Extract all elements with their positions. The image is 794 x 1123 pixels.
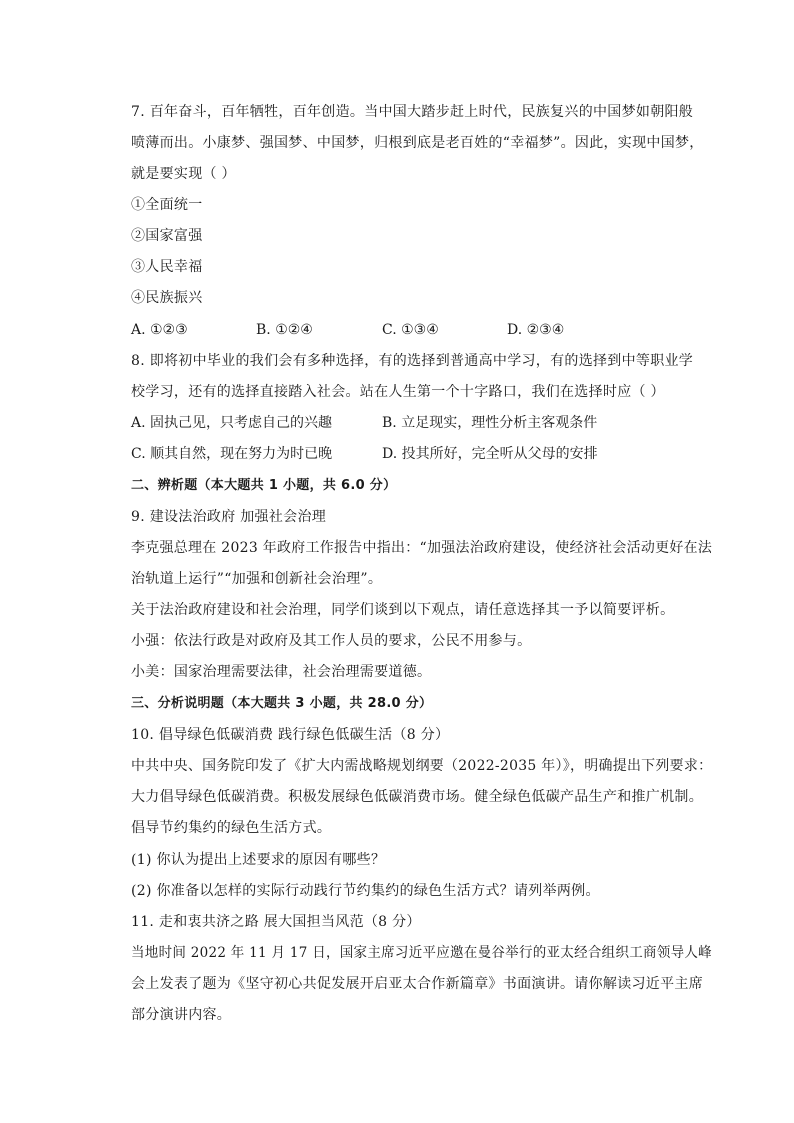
q7-item-1: ①全面统一 <box>131 197 203 213</box>
q11-line3: 部分演讲内容。 <box>131 1007 232 1023</box>
q7-stem-line2: 喷薄而出。小康梦、强国梦、中国梦，归根到底是老百姓的“幸福梦”。因此，实现中国梦， <box>131 135 704 151</box>
q7-item-4: ④民族振兴 <box>131 290 203 306</box>
q11-line1: 当地时间 2022 年 11 月 17 日，国家主席习近平应邀在曼谷举行的亚太经合组织工商领导人峰 <box>131 945 712 961</box>
q8-stem-line2: 校学习，还有的选择直接踏入社会。站在人生第一个十字路口，我们在选择时应（ ） <box>131 384 665 400</box>
q7-option-d: D. ②③④ <box>507 322 565 338</box>
q8-option-b: B. 立足现实，理性分析主客观条件 <box>382 415 598 431</box>
q8-stem-line1: 8. 即将初中毕业的我们会有多种选择，有的选择到普通高中学习，有的选择到中等职业学 <box>131 353 694 369</box>
q10-line2: 大力倡导绿色低碳消费。积极发展绿色低碳消费市场。健全绿色低碳产品生产和推广机制。 <box>131 789 703 805</box>
q11-title: 11. 走和衷共济之路 展大国担当风范（8 分） <box>131 914 421 930</box>
q10-subquestion-1: (1) 你认为提出上述要求的原因有哪些？ <box>131 852 386 868</box>
section-heading-2: 二、辨析题（本大题共 1 小题，共 6.0 分） <box>131 478 397 493</box>
q7-option-c: C. ①③④ <box>382 322 439 338</box>
q9-line4: 小强：依法行政是对政府及其工作人员的要求，公民不用参与。 <box>131 633 532 649</box>
q10-subquestion-2: (2) 你准备以怎样的实际行动践行节约集约的绿色生活方式？请列举两例。 <box>131 883 600 899</box>
q9-title: 9. 建设法治政府 加强社会治理 <box>131 509 327 525</box>
q9-line5: 小美：国家治理需要法律，社会治理需要道德。 <box>131 664 432 680</box>
q7-item-3: ③人民幸福 <box>131 259 203 275</box>
q7-item-2: ②国家富强 <box>131 228 203 244</box>
q11-line2: 会上发表了题为《坚守初心共促发展开启亚太合作新篇章》书面演讲。请你解读习近平主席 <box>131 976 703 992</box>
q10-line1: 中共中央、国务院印发了《扩大内需战略规划纲要（2022-2035 年）》，明确提出下列要求： <box>131 758 713 774</box>
q7-stem-line3: 就是要实现（ ） <box>131 166 236 182</box>
q9-line2: 治轨道上运行”“加强和创新社会治理”。 <box>131 571 383 587</box>
q10-line3: 倡导节约集约的绿色生活方式。 <box>131 820 332 836</box>
q7-option-b: B. ①②④ <box>256 322 313 338</box>
q9-line1: 李克强总理在 2023 年政府工作报告中指出：“加强法治政府建设，使经济社会活动更好在法 <box>131 540 713 556</box>
q9-line3: 关于法治政府建设和社会治理，同学们谈到以下观点，请任意选择其一予以简要评析。 <box>131 602 675 618</box>
q8-option-d: D. 投其所好，完全听从父母的安排 <box>382 446 598 462</box>
q7-stem-line1: 7. 百年奋斗，百年牺牲，百年创造。当中国大踏步赶上时代，民族复兴的中国梦如朝阳般 <box>131 104 694 120</box>
q8-option-c: C. 顺其自然，现在努力为时已晚 <box>131 446 333 462</box>
section-heading-3: 三、分析说明题（本大题共 3 小题，共 28.0 分） <box>131 696 433 711</box>
q7-option-a: A. ①②③ <box>131 322 188 338</box>
q10-title: 10. 倡导绿色低碳消费 践行绿色低碳生活（8 分） <box>131 727 450 743</box>
q8-option-a: A. 固执己见，只考虑自己的兴趣 <box>131 415 333 431</box>
